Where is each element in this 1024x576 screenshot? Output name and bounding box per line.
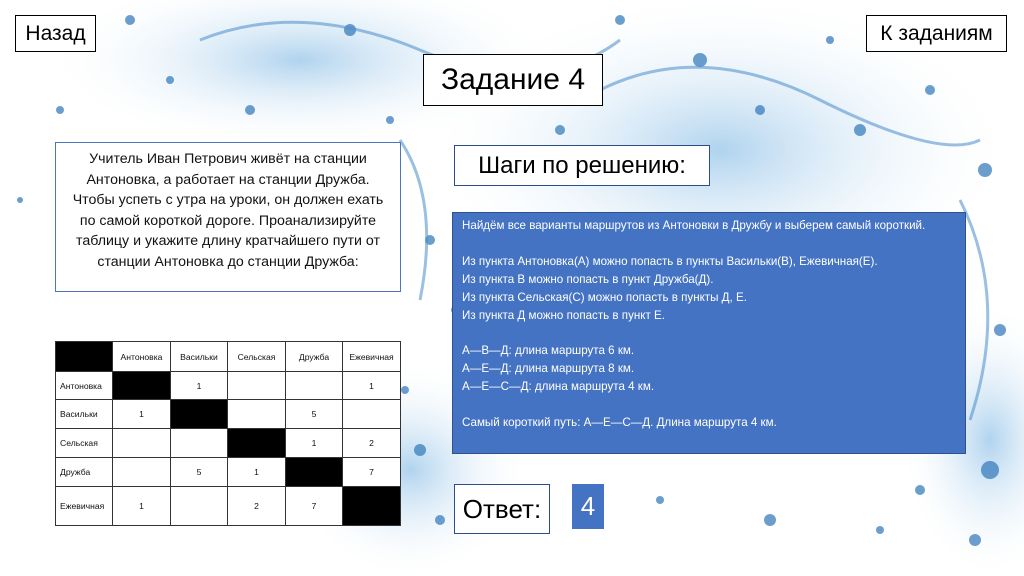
- solution-move: Из пункта Антоновка(А) можно попасть в пункты Васильки(В), Ежевичная(Е).: [462, 254, 878, 268]
- solution-conclusion: Самый короткий путь: А—Е—С—Д. Длина маршрута 4 км.: [462, 415, 777, 429]
- table-cell: 1: [286, 429, 343, 458]
- table-diagonal-cell: [343, 487, 401, 526]
- table-row: [56, 487, 401, 526]
- table-diagonal-cell: [286, 458, 343, 487]
- solution-route: А—Е—С—Д: длина маршрута 4 км.: [462, 380, 655, 394]
- table-cell: [113, 429, 171, 458]
- table-cell: [171, 429, 228, 458]
- table-cell: 1: [343, 372, 401, 400]
- table-cell: 1: [113, 487, 171, 526]
- table-corner-cell: [56, 342, 113, 372]
- solution-move: Из пункта В можно попасть в пункт Дружба(Д).: [462, 272, 714, 286]
- table-cell: [343, 400, 401, 429]
- page-title: Задание 4: [423, 54, 603, 106]
- table-row-header: Васильки: [56, 400, 113, 429]
- table-cell: [286, 372, 343, 400]
- table-cell: 7: [286, 487, 343, 526]
- table-column-header: Сельская: [228, 342, 286, 372]
- table-row: [56, 458, 401, 487]
- table-cell: 1: [113, 400, 171, 429]
- table-row-header: Дружба: [56, 458, 113, 487]
- table-row-header: Антоновка: [56, 372, 113, 400]
- table-cell: 5: [171, 458, 228, 487]
- back-button[interactable]: Назад: [15, 15, 96, 52]
- solution-move: Из пункта Сельская(С) можно попасть в пункты Д, Е.: [462, 290, 747, 304]
- table-row: [56, 429, 401, 458]
- table-column-header: Дружба: [286, 342, 343, 372]
- table-row-header: Сельская: [56, 429, 113, 458]
- distance-table: [55, 341, 401, 526]
- table-diagonal-cell: [171, 400, 228, 429]
- solution-panel: [452, 212, 966, 454]
- table-row-header: Ежевичная: [56, 487, 113, 526]
- solution-move: Из пункта Д можно попасть в пункт Е.: [462, 308, 665, 322]
- table-cell: [171, 487, 228, 526]
- table-row: [56, 400, 401, 429]
- table-diagonal-cell: [228, 429, 286, 458]
- table-column-header: Ежевичная: [343, 342, 401, 372]
- table-cell: 1: [171, 372, 228, 400]
- table-cell: 2: [343, 429, 401, 458]
- table-diagonal-cell: [113, 372, 171, 400]
- steps-heading: Шаги по решению:: [454, 145, 710, 186]
- problem-statement: Учитель Иван Петрович живёт на станции Антоновка, а работает на станции Дружба. Чтобы успеть с утра на уроки, он должен ехать по самой короткой дороге. Проанализируйте таблицу и укажите длину кратчайшего пути от станции Антоновка до станции Дружба:: [55, 142, 401, 292]
- table-cell: [113, 458, 171, 487]
- table-cell: 5: [286, 400, 343, 429]
- table-cell: 7: [343, 458, 401, 487]
- table-cell: [228, 400, 286, 429]
- table-column-header: Васильки: [171, 342, 228, 372]
- table-cell: [228, 372, 286, 400]
- answer-label: Ответ:: [454, 484, 550, 534]
- answer-value: 4: [572, 484, 604, 529]
- solution-route: А—Е—Д: длина маршрута 8 км.: [462, 362, 635, 376]
- table-column-header: Антоновка: [113, 342, 171, 372]
- solution-route: А—В—Д: длина маршрута 6 км.: [462, 344, 635, 358]
- to-tasks-button[interactable]: К заданиям: [866, 15, 1007, 52]
- table-cell: 2: [228, 487, 286, 526]
- table-cell: 1: [228, 458, 286, 487]
- table-row: [56, 372, 401, 400]
- solution-intro: Найдём все варианты маршрутов из Антоновки в Дружбу и выберем самый короткий.: [462, 219, 926, 232]
